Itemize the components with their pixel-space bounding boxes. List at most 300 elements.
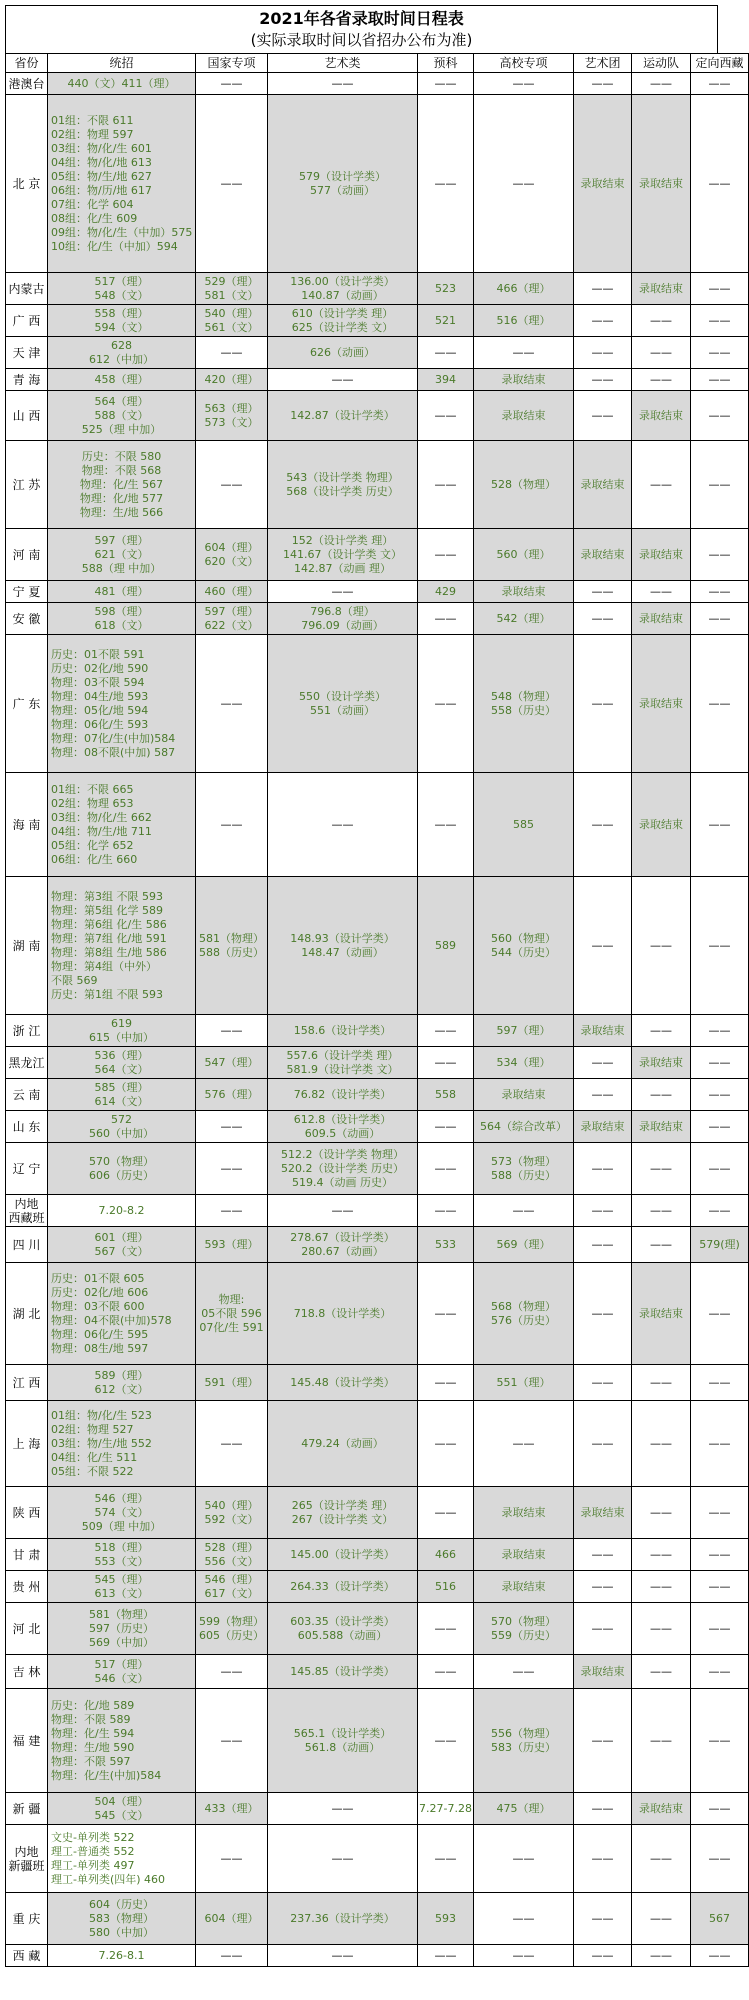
cell-province: [6, 1825, 48, 1893]
cell-sports-team: [632, 1365, 691, 1401]
cell-sports-team: [632, 1655, 691, 1689]
page-subtitle: (实际录取时间以省招办公布为准): [250, 31, 473, 49]
cell-text: 内地: [14, 1844, 39, 1859]
cell-text: 536（理）: [94, 1048, 149, 1062]
cell-text: 上 海: [12, 1436, 41, 1451]
cell-text: ——: [708, 1375, 731, 1389]
cell-art-troupe: [574, 1079, 632, 1111]
cell-art: [268, 391, 418, 441]
cell-text: 录取结束: [580, 1023, 625, 1037]
cell-text: 物理：04生/地 593: [51, 689, 149, 703]
cell-art: [268, 1603, 418, 1655]
cell-text: ——: [591, 817, 614, 831]
cell-art-troupe: [574, 1143, 632, 1195]
cell-text: 物理：不限 597: [51, 1754, 131, 1768]
cell-province: [6, 529, 48, 581]
cell-sports-team: [632, 1195, 691, 1227]
cell-text: 02组：物理 597: [51, 127, 134, 141]
cell-sports-team: [632, 1143, 691, 1195]
cell-text: 609.5（动画）: [304, 1126, 381, 1140]
cell-general: [48, 1793, 196, 1825]
cell-text: 280.67（动画）: [301, 1244, 384, 1258]
cell-university-special: [474, 603, 574, 635]
cell-province: [6, 1689, 48, 1793]
cell-province: [6, 1571, 48, 1603]
cell-text: 08组：化/生 609: [51, 211, 138, 225]
cell-art-troupe: [574, 1263, 632, 1365]
cell-text: ——: [708, 345, 731, 359]
cell-text: 物理：化/生(中加)584: [51, 1768, 162, 1782]
cell-art: [268, 581, 418, 603]
cell-text: 615（中加）: [89, 1030, 154, 1044]
cell-text: 564（综合改革）: [480, 1119, 567, 1133]
cell-art: [268, 1365, 418, 1401]
cell-text: ——: [434, 1948, 457, 1962]
cell-text: 718.8（设计学类）: [293, 1306, 392, 1320]
cell-text: 614（文）: [94, 1094, 149, 1108]
cell-text: 548（文）: [94, 288, 149, 302]
table-row: [6, 1571, 749, 1603]
cell-text: ——: [650, 1733, 672, 1747]
cell-text: 516（理）: [496, 313, 551, 327]
cell-general: [48, 1015, 196, 1047]
cell-text: 录取结束: [501, 1547, 546, 1561]
cell-tibet-directed: [691, 1111, 749, 1143]
cell-art-troupe: [574, 1227, 632, 1263]
cell-university-special: [474, 369, 574, 391]
cell-text: 录取结束: [501, 1579, 546, 1593]
cell-art: [268, 273, 418, 305]
cell-national-special: [196, 773, 268, 877]
cell-preparatory: [418, 369, 474, 391]
cell-text: 573（物理）: [491, 1154, 556, 1168]
cell-university-special: [474, 305, 574, 337]
cell-sports-team: [632, 391, 691, 441]
cell-text: ——: [220, 1733, 243, 1747]
cell-national-special: [196, 529, 268, 581]
cell-text: 588（理 中加）: [81, 561, 162, 575]
cell-university-special: [474, 1945, 574, 1967]
cell-text: 559（历史）: [491, 1628, 556, 1642]
cell-preparatory: [418, 1263, 474, 1365]
cell-national-special: [196, 1655, 268, 1689]
cell-general: [48, 273, 196, 305]
cell-text: 569（中加）: [89, 1635, 154, 1649]
cell-text: ——: [434, 1161, 457, 1175]
cell-text: 523: [435, 281, 456, 295]
cell-university-special: [474, 441, 574, 529]
cell-preparatory: [418, 73, 474, 95]
cell-text: 05组：不限 522: [51, 1464, 134, 1478]
cell-text: ——: [220, 477, 243, 491]
cell-preparatory: [418, 337, 474, 369]
cell-text: 569（理）: [496, 1237, 551, 1251]
cell-preparatory: [418, 95, 474, 273]
cell-art-troupe: [574, 441, 632, 529]
cell-text: 558: [435, 1087, 456, 1101]
cell-text: ——: [512, 1851, 535, 1865]
cell-text: 物理：05化/地 594: [51, 703, 149, 717]
cell-text: ——: [650, 76, 672, 90]
cell-text: ——: [708, 1306, 731, 1320]
cell-text: 573（文）: [204, 415, 259, 429]
cell-art: [268, 1401, 418, 1487]
cell-text: ——: [591, 1436, 614, 1450]
cell-text: 545（理）: [94, 1572, 149, 1586]
cell-text: 264.33（设计学类）: [290, 1579, 395, 1593]
cell-text: ——: [220, 345, 243, 359]
cell-text: 579（设计学类）: [299, 169, 386, 183]
cell-university-special: [474, 1047, 574, 1079]
cell-text: 529（理）: [204, 274, 259, 288]
cell-text: 604（理）: [204, 1911, 259, 1925]
cell-text: 617（文）: [204, 1586, 259, 1600]
cell-text: ——: [591, 1161, 614, 1175]
cell-text: 574（文）: [94, 1505, 149, 1519]
cell-text: ——: [650, 584, 672, 598]
cell-text: ——: [220, 817, 243, 831]
cell-text: ——: [708, 1436, 731, 1450]
cell-preparatory: [418, 1143, 474, 1195]
cell-text: 509（理 中加）: [81, 1519, 162, 1533]
cell-text: 475（理）: [496, 1801, 551, 1815]
cell-preparatory: [418, 1079, 474, 1111]
cell-text: 588（文）: [94, 408, 149, 422]
cell-text: ——: [591, 281, 614, 295]
cell-text: ——: [434, 1436, 457, 1450]
cell-text: 黑龙江: [8, 1055, 45, 1070]
cell-text: ——: [331, 372, 354, 386]
cell-art: [268, 877, 418, 1015]
cell-text: ——: [591, 1547, 614, 1561]
cell-text: ——: [650, 1203, 672, 1217]
cell-text: ——: [650, 1087, 672, 1101]
cell-text: 物理：第5组 化学 589: [51, 903, 163, 917]
cell-university-special: [474, 1893, 574, 1945]
cell-text: ——: [591, 696, 614, 710]
cell-tibet-directed: [691, 581, 749, 603]
cell-preparatory: [418, 1195, 474, 1227]
cell-text: ——: [591, 1579, 614, 1593]
column-header-general: 统招: [48, 54, 196, 73]
cell-province: [6, 1401, 48, 1487]
cell-text: 物理：化/生 594: [51, 1726, 135, 1740]
cell-text: 568（设计学类 历史）: [286, 484, 399, 498]
cell-university-special: [474, 1655, 574, 1689]
cell-university-special: [474, 581, 574, 603]
cell-text: 录取结束: [639, 696, 683, 710]
cell-university-special: [474, 1111, 574, 1143]
cell-text: ——: [434, 1055, 457, 1069]
cell-text: 152（设计学类 理）: [291, 533, 394, 547]
cell-tibet-directed: [691, 635, 749, 773]
cell-text: 606（历史）: [89, 1168, 154, 1182]
cell-sports-team: [632, 1111, 691, 1143]
cell-art-troupe: [574, 273, 632, 305]
cell-text: 141.67（设计学类 文）: [283, 547, 402, 561]
cell-preparatory: [418, 635, 474, 773]
cell-text: ——: [591, 1948, 614, 1962]
cell-text: 湖 北: [12, 1306, 41, 1321]
cell-sports-team: [632, 877, 691, 1015]
cell-national-special: [196, 391, 268, 441]
cell-text: ——: [434, 1733, 457, 1747]
cell-art-troupe: [574, 305, 632, 337]
cell-text: ——: [708, 408, 731, 422]
cell-text: ——: [708, 1087, 731, 1101]
cell-text: ——: [220, 1203, 243, 1217]
cell-text: ——: [591, 1306, 614, 1320]
cell-text: 588（历史）: [199, 945, 264, 959]
cell-general: [48, 1487, 196, 1539]
cell-text: ——: [708, 1547, 731, 1561]
cell-art: [268, 1047, 418, 1079]
cell-text: 581（物理）: [199, 931, 264, 945]
cell-text: ——: [591, 584, 614, 598]
cell-tibet-directed: [691, 1689, 749, 1793]
cell-text: ——: [650, 1237, 672, 1251]
cell-text: 142.87（动画 理）: [294, 561, 391, 575]
cell-text: ——: [434, 345, 457, 359]
cell-text: 620（文）: [204, 554, 259, 568]
cell-art-troupe: [574, 1793, 632, 1825]
cell-text: 10组：化/生（中加）594: [51, 239, 178, 253]
cell-text: 619: [111, 1016, 132, 1030]
cell-national-special: [196, 1603, 268, 1655]
cell-text: ——: [591, 313, 614, 327]
cell-province: [6, 1539, 48, 1571]
cell-text: ——: [434, 1851, 457, 1865]
cell-tibet-directed: [691, 1793, 749, 1825]
cell-text: 录取结束: [639, 281, 683, 295]
cell-text: 物理：第7组 化/地 591: [51, 931, 167, 945]
cell-text: 陕 西: [12, 1505, 41, 1520]
cell-general: [48, 1111, 196, 1143]
column-header-university-special: 高校专项: [474, 54, 574, 73]
cell-province: [6, 1893, 48, 1945]
cell-province: [6, 1079, 48, 1111]
cell-university-special: [474, 1143, 574, 1195]
cell-text: 613（文）: [94, 1586, 149, 1600]
cell-text: 528（理）: [204, 1540, 259, 1554]
table-row: [6, 1015, 749, 1047]
cell-national-special: [196, 337, 268, 369]
cell-text: 76.82（设计学类）: [293, 1087, 392, 1101]
cell-tibet-directed: [691, 1539, 749, 1571]
cell-text: 145.85（设计学类）: [290, 1664, 395, 1678]
cell-text: ——: [650, 1948, 672, 1962]
cell-general: [48, 1893, 196, 1945]
cell-text: 贵 州: [12, 1579, 41, 1594]
cell-national-special: [196, 1143, 268, 1195]
cell-text: 148.47（动画）: [301, 945, 384, 959]
cell-text: ——: [434, 817, 457, 831]
cell-text: 录取结束: [639, 547, 683, 561]
cell-sports-team: [632, 1945, 691, 1967]
cell-text: 理工-单列类(四年) 460: [51, 1872, 166, 1886]
cell-text: 540（理）: [204, 1498, 259, 1512]
cell-text: 录取结束: [501, 1087, 546, 1101]
cell-sports-team: [632, 95, 691, 273]
table-row: [6, 441, 749, 529]
cell-province: [6, 603, 48, 635]
cell-text: ——: [708, 176, 731, 190]
cell-university-special: [474, 95, 574, 273]
cell-text: ——: [512, 176, 535, 190]
cell-national-special: [196, 1793, 268, 1825]
cell-text: ——: [434, 1306, 457, 1320]
cell-text: ——: [434, 1119, 457, 1133]
cell-preparatory: [418, 1945, 474, 1967]
cell-sports-team: [632, 441, 691, 529]
cell-text: 612（中加）: [89, 352, 154, 366]
cell-general: [48, 581, 196, 603]
cell-text: ——: [220, 176, 243, 190]
cell-text: 145.00（设计学类）: [290, 1547, 395, 1561]
cell-general: [48, 1825, 196, 1893]
cell-text: 物理：第8组 生/地 586: [51, 945, 167, 959]
cell-art-troupe: [574, 773, 632, 877]
cell-province: [6, 95, 48, 273]
cell-university-special: [474, 1227, 574, 1263]
cell-text: 612.8（设计学类）: [293, 1112, 392, 1126]
column-header-tibet-directed: 定向西藏: [691, 54, 749, 73]
cell-text: 历史：01不限 605: [51, 1271, 145, 1285]
cell-general: [48, 1401, 196, 1487]
cell-text: 浙 江: [12, 1023, 41, 1038]
cell-text: ——: [591, 1801, 614, 1815]
cell-text: 625（设计学类 文）: [291, 320, 394, 334]
table-row: [6, 877, 749, 1015]
table-row: [6, 1487, 749, 1539]
cell-national-special: [196, 369, 268, 391]
cell-text: 物理：不限 568: [81, 463, 162, 477]
cell-general: [48, 1571, 196, 1603]
cell-university-special: [474, 1263, 574, 1365]
cell-text: 04组：化/生 511: [51, 1450, 138, 1464]
cell-text: 548（物理）: [491, 689, 556, 703]
cell-text: 528（物理）: [491, 477, 556, 491]
cell-art: [268, 1539, 418, 1571]
cell-art: [268, 95, 418, 273]
cell-university-special: [474, 1365, 574, 1401]
cell-text: ——: [331, 76, 354, 90]
cell-university-special: [474, 877, 574, 1015]
cell-text: 录取结束: [501, 408, 546, 422]
cell-text: 物理:: [218, 1292, 245, 1306]
cell-text: ——: [434, 1621, 457, 1635]
cell-text: 546（理）: [94, 1491, 149, 1505]
cell-text: 568（物理）: [491, 1299, 556, 1313]
cell-art-troupe: [574, 581, 632, 603]
cell-text: 北 京: [12, 176, 41, 191]
cell-text: 145.48（设计学类）: [290, 1375, 395, 1389]
cell-art: [268, 1079, 418, 1111]
cell-national-special: [196, 1227, 268, 1263]
cell-art: [268, 635, 418, 773]
cell-text: ——: [220, 1948, 243, 1962]
cell-text: 甘 肃: [12, 1547, 41, 1562]
cell-text: 525（理 中加）: [81, 422, 162, 436]
cell-text: ——: [708, 1801, 731, 1815]
cell-art: [268, 603, 418, 635]
cell-text: ——: [434, 1375, 457, 1389]
cell-text: 546（文）: [94, 1671, 149, 1685]
cell-art-troupe: [574, 1111, 632, 1143]
cell-general: [48, 773, 196, 877]
cell-text: 544（历史）: [491, 945, 556, 959]
cell-art: [268, 773, 418, 877]
cell-art-troupe: [574, 369, 632, 391]
cell-text: ——: [220, 1436, 243, 1450]
cell-text: ——: [331, 1948, 354, 1962]
cell-preparatory: [418, 603, 474, 635]
cell-text: 新 疆: [12, 1801, 41, 1816]
cell-art-troupe: [574, 337, 632, 369]
cell-art-troupe: [574, 1655, 632, 1689]
cell-preparatory: [418, 581, 474, 603]
cell-art: [268, 1825, 418, 1893]
cell-text: 7.20-8.2: [98, 1203, 145, 1217]
cell-text: 533: [435, 1237, 456, 1251]
cell-text: ——: [591, 76, 614, 90]
cell-text: 542（理）: [496, 611, 551, 625]
cell-text: 港澳台: [8, 76, 45, 91]
cell-text: 03组：物/化/生 601: [51, 141, 152, 155]
cell-national-special: [196, 1571, 268, 1603]
cell-art-troupe: [574, 1487, 632, 1539]
cell-art: [268, 1263, 418, 1365]
cell-art-troupe: [574, 1539, 632, 1571]
cell-preparatory: [418, 529, 474, 581]
cell-text: 04组：物/生/地 711: [51, 824, 152, 838]
cell-text: ——: [220, 696, 243, 710]
cell-text: 597（理）: [94, 533, 149, 547]
cell-general: [48, 1539, 196, 1571]
cell-province: [6, 1263, 48, 1365]
cell-text: ——: [591, 1375, 614, 1389]
cell-text: 466（理）: [496, 281, 551, 295]
cell-province: [6, 1047, 48, 1079]
cell-text: ——: [512, 1911, 535, 1925]
cell-text: ——: [708, 477, 731, 491]
cell-tibet-directed: [691, 391, 749, 441]
cell-text: 海 南: [12, 817, 41, 832]
cell-text: 589: [435, 938, 456, 952]
table-row: [6, 1195, 749, 1227]
cell-national-special: [196, 1689, 268, 1793]
cell-text: 湖 南: [12, 938, 41, 953]
column-header-art-troupe: 艺术团: [574, 54, 632, 73]
cell-sports-team: [632, 1571, 691, 1603]
cell-text: ——: [708, 1851, 731, 1865]
cell-text: ——: [650, 1436, 672, 1450]
cell-sports-team: [632, 73, 691, 95]
cell-text: 796.8（理）: [310, 604, 375, 618]
cell-general: [48, 1195, 196, 1227]
cell-text: ——: [591, 372, 614, 386]
cell-text: 603.35（设计学类）: [290, 1614, 395, 1628]
cell-text: ——: [434, 547, 457, 561]
cell-text: ——: [512, 1203, 535, 1217]
cell-text: ——: [708, 547, 731, 561]
cell-text: 文史-单列类 522: [51, 1830, 135, 1844]
cell-text: 585: [513, 817, 534, 831]
cell-text: 物理：08生/地 597: [51, 1341, 149, 1355]
cell-text: ——: [708, 1161, 731, 1175]
cell-university-special: [474, 1689, 574, 1793]
cell-text: 物理：03不限 594: [51, 675, 145, 689]
